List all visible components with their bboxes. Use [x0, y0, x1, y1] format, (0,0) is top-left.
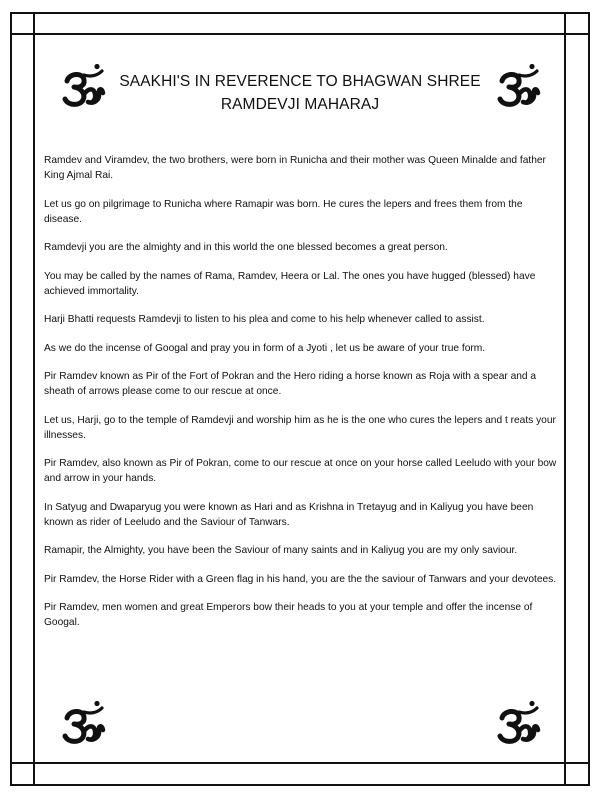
saakhi-paragraph: As we do the incense of Googal and pray you in form of a Jyoti , let us be aware of your true form.	[44, 342, 486, 354]
saakhi-text-body	[44, 153, 559, 644]
saakhi-paragraph: Harji Bhatti requests Ramdevji to listen to his plea and come to his help whenever called to assist.	[44, 314, 485, 325]
saakhi-paragraph: Ramapir, the Almighty, you have been the Saviour of many saints and in Kaliyug you are my only saviour.	[44, 545, 518, 556]
saakhi-paragraph: You may be called by the names of Rama, Ramdev, Heera or Lal. The ones you have hugged (blessed) have achieved immortality.	[44, 270, 536, 297]
frame-left-outer	[10, 12, 12, 786]
saakhi-paragraph: In Satyug and Dwaparyug you were known as Hari and as Krishna in Tretayug and in Kaliyug you have been known as rider of Leeludo and the Saviour of Tanwars.	[44, 501, 534, 528]
frame-right-outer	[588, 12, 590, 786]
om-symbol-icon	[492, 700, 542, 750]
frame-bottom-outer	[10, 784, 590, 786]
frame-left-inner	[33, 12, 35, 786]
frame-right-inner	[564, 12, 566, 786]
saakhi-paragraph: Ramdev and Viramdev, the two brothers, were born in Runicha and their mother was Queen Minalde and father King Ajmal Rai.	[44, 155, 546, 181]
saakhi-paragraph: Ramdevji you are the almighty and in this world the one blessed becomes a great person.	[44, 242, 448, 253]
frame-top-inner	[10, 33, 590, 35]
page-title: SAAKHI'S IN REVERENCE TO BHAGWAN SHREE RAMDEVJI MAHARAJ	[119, 73, 481, 113]
saakhi-paragraph: Let us go on pilgrimage to Runicha where Ramapir was born. He cures the lepers and frees them from the disease.	[44, 198, 523, 225]
saakhi-paragraph: Pir Ramdev known as Pir of the Fort of Pokran and the Hero riding a horse known as Roja with a spear and a sheath of arrows please come to our rescue at once.	[44, 371, 537, 397]
saakhi-paragraph: Pir Ramdev, men women and great Emperors bow their heads to you at your temple and offer the incense of Googal.	[44, 602, 533, 628]
frame-bottom-inner	[10, 762, 590, 764]
om-symbol-icon	[492, 63, 542, 113]
saakhi-paragraph: Pir Ramdev, also known as Pir of Pokran, come to our rescue at once on your horse called Leeludo with your bow and arrow in your hands.	[44, 458, 557, 484]
frame-top-outer	[10, 12, 590, 14]
saakhi-paragraph: Let us, Harji, go to the temple of Ramdevji and worship him as he is the one who cures the lepers and t reats your illnesses.	[44, 414, 556, 441]
om-symbol-icon	[57, 63, 107, 113]
om-symbol-icon	[57, 700, 107, 750]
saakhi-paragraph: Pir Ramdev, the Horse Rider with a Green flag in his hand, you are the the saviour of Tanwars and your devotees.	[44, 573, 557, 585]
